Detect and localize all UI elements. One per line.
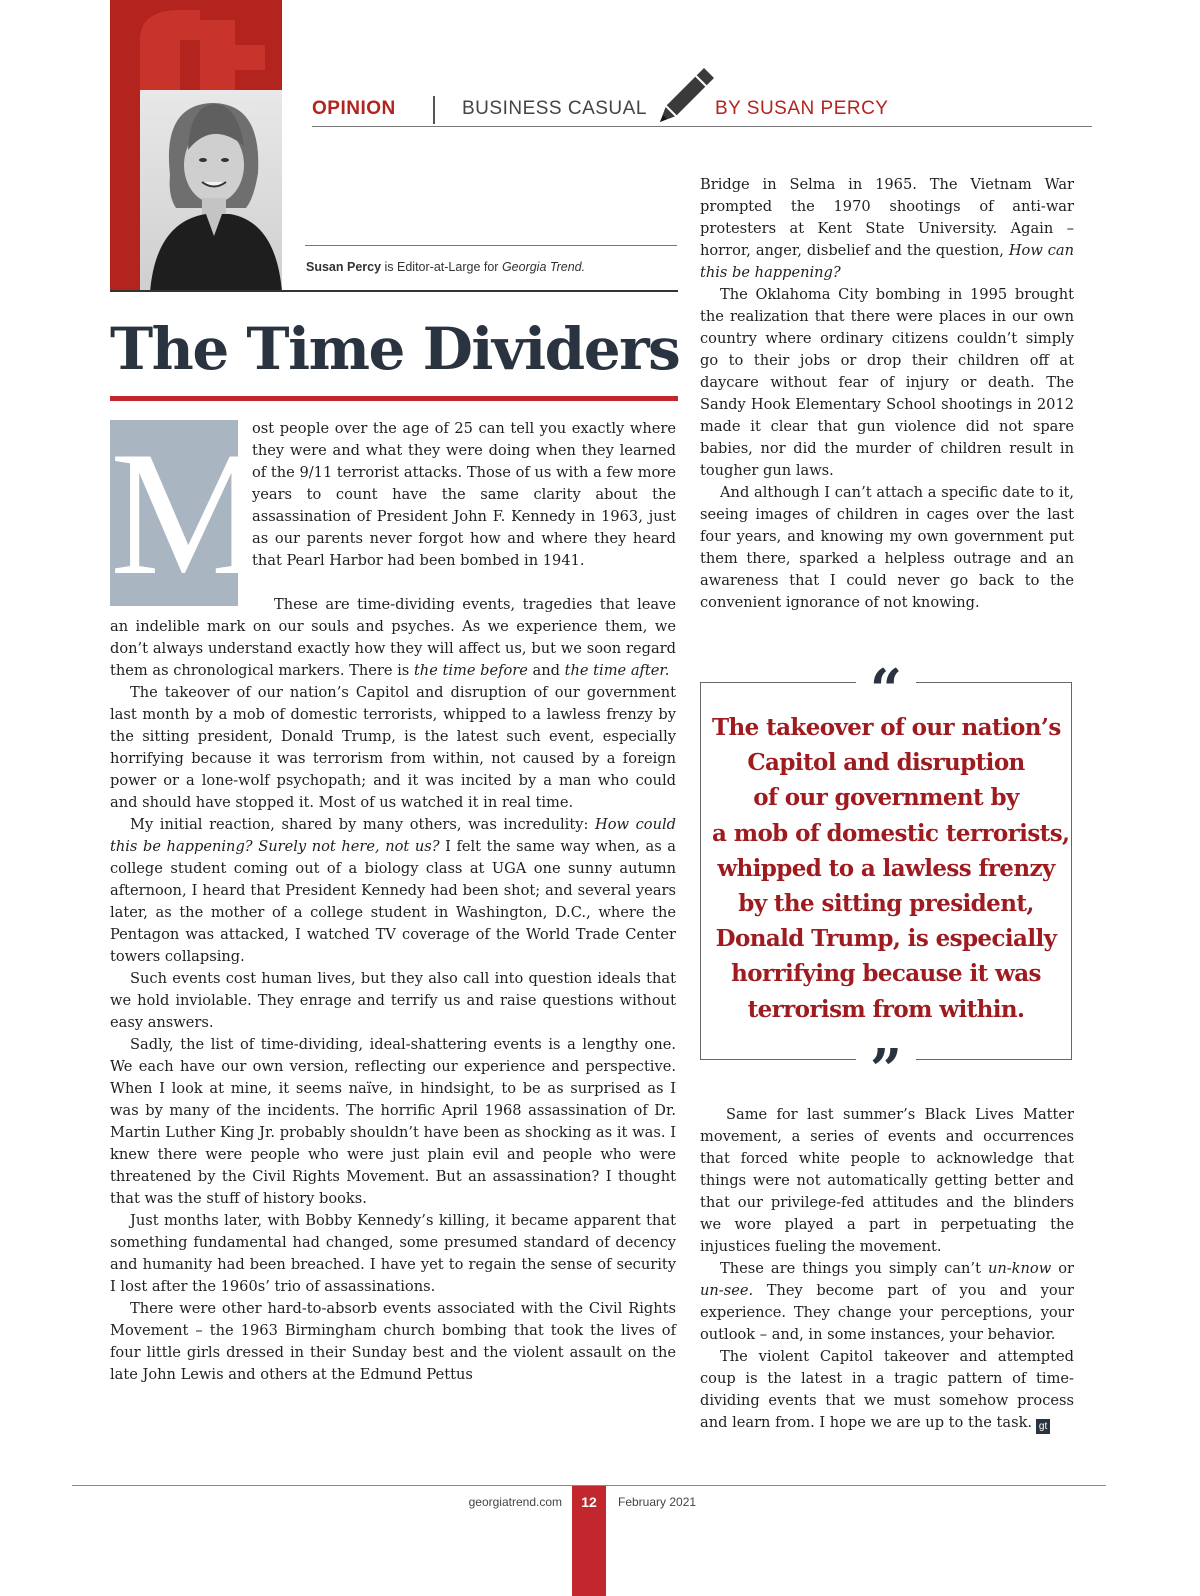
text-run: The violent Capitol takeover and attempted coup is the latest in a tragic pattern of time-dividing events that we must somehow process and learn from. I hope we are up to the task. [700, 1348, 1074, 1431]
end-mark-icon: gt [1036, 1419, 1050, 1434]
article-title: The Time Dividers [110, 315, 680, 383]
title-bottom-rule [110, 396, 678, 401]
open-quote-icon: “ [856, 660, 916, 710]
article-paragraph [110, 814, 676, 968]
italic-text: How can this be happening? [700, 242, 1075, 281]
text-run: These are time-dividing events, tragedies that leave an indelible mark on our souls and psyches. As we experience them, we don’t always understand exactly how they will affect us, but we soon regard them as chronological markers. There is [110, 596, 676, 679]
pen-icon [652, 60, 722, 130]
footer-date: February 2021 [618, 1495, 697, 1509]
article-paragraph [700, 1346, 1074, 1434]
article-paragraph [110, 594, 676, 682]
pull-quote-line: whipped to a lawless frenzy [717, 854, 1055, 882]
article-column-right-top [700, 174, 1074, 614]
author-note [306, 260, 585, 274]
article-paragraph [700, 174, 1074, 284]
text-run: My initial reaction, shared by many others, was incredulity: [130, 816, 595, 833]
article-column-left [110, 594, 676, 1386]
author-note-rule [305, 245, 677, 246]
author-note-text: is Editor-at-Large for [381, 260, 502, 274]
italic-text: the time after. [564, 662, 670, 679]
author-photo-block [110, 0, 282, 292]
title-top-rule [110, 290, 678, 292]
header-divider [433, 96, 435, 124]
footer-url: georgiatrend.com [468, 1495, 562, 1509]
article-paragraph: There were other hard-to-absorb events associated with the Civil Rights Movement – the 1963 Birmingham church bombing that took the lives of four little girls dressed in their Sunday best and the violent assault on the late John Lewis and others at the Edmund Pettus [110, 1300, 676, 1383]
italic-text: How could this be happening? Surely not here, not us? [110, 816, 676, 855]
publication-name: Georgia Trend. [501, 260, 586, 274]
text-run: or [1051, 1260, 1074, 1277]
article-paragraph: And although I can’t attach a specific date to it, seeing images of children in cages over the last four years, and knowing my own government put them there, sparked a helpless outrage and an awareness that I could never go back to the convenient ignorance of not knowing. [700, 484, 1074, 611]
pull-quote-line: a mob of domestic terrorists, [712, 819, 1070, 847]
pull-quote-line: Donald Trump, is especially [715, 925, 1057, 953]
article-paragraph: Just months later, with Bobby Kennedy’s killing, it became apparent that something fundamental had changed, some presumed standard of decency and humanity had been breached. I have yet to regain the sense of security I lost after the 1960s’ trio of assassinations. [110, 1212, 676, 1295]
article-paragraph: Such events cost human lives, but they also call into question ideals that we hold inviolable. They enrage and terrify us and raise questions without easy answers. [110, 970, 676, 1031]
author-portrait [110, 0, 282, 292]
text-run: and [527, 662, 565, 679]
italic-text: un-see. [700, 1282, 754, 1299]
article-paragraph: Same for last summer’s Black Lives Matter movement, a series of events and occurrences that forced white people to acknowledge that things were not automatically getting better and that our privilege-fed attitudes and the blinders we wore played a part in perpetuating the injustices fueling the movement. [700, 1106, 1074, 1255]
text-run: They become part of you and your experience. They change your perceptions, your outlook – and, in some instances, your behavior. [700, 1282, 1074, 1343]
drop-cap-box [110, 414, 269, 612]
pull-quote-line: by the sitting president, [738, 890, 1034, 918]
close-quote-icon: ” [856, 1036, 916, 1086]
pull-quote-line: Capitol and disruption [747, 749, 1025, 777]
byline: BY SUSAN PERCY [715, 98, 889, 119]
article-paragraph [700, 1258, 1074, 1346]
section-header [312, 96, 1094, 126]
page-number: 12 [581, 1494, 597, 1510]
drop-cap: M [110, 414, 269, 612]
pull-quote-line: of our government by [753, 784, 1019, 812]
article-paragraph: The takeover of our nation’s Capitol and disruption of our government last month by a mob of domestic terrorists, whipped to a lawless frenzy by the sitting president, Donald Trump, is the latest such event, especially horrifying because it was terrorism from within, not caused by a foreign power or a lone-wolf psychopath; and it was incited by a man who could and should have stopped it. Most of us watched it in real time. [110, 684, 676, 811]
italic-text: the time before [413, 662, 528, 679]
text-run: These are things you simply can’t [720, 1260, 988, 1277]
pull-quote-line: terrorism from within. [747, 995, 1025, 1023]
header-rule [312, 126, 1092, 127]
author-name: Susan Percy [306, 260, 382, 274]
text-run: I felt the same way when, as a college student coming out of a biology class at UGA one sunny autumn afternoon, I heard that President Kennedy had been shot; and several years later, as the mother of a college student in Washington, D.C., where the Pentagon was attacked, I watched TV coverage of the World Trade Center towers collapsing. [110, 838, 676, 965]
page-number-tab [572, 1486, 606, 1596]
italic-text: un-know [987, 1260, 1052, 1277]
section-label: OPINION [312, 98, 396, 119]
pull-quote-line: The takeover of our nation’s [712, 714, 1061, 741]
article-paragraph-opening: ost people over the age of 25 can tell you exactly where they were and what they were doing when they learned of the 9/11 terrorist attacks. Those of us with a few more years to count have the same clarity about the assassination of President John F. Kennedy in 1963, just as our parents never forgot how and where they heard that Pearl Harbor had been bombed in 1941. [252, 420, 676, 569]
column-name: BUSINESS CASUAL [462, 98, 647, 119]
article-paragraph: The Oklahoma City bombing in 1995 brought the realization that there were places in our own country where ordinary citizens couldn’t simply go to their jobs or drop their children off at daycare without fear of injury or death. The Sandy Hook Elementary School shootings in 2012 made it clear that gun violence did not spare babies, nor did the murder of children result in tougher gun laws. [700, 286, 1074, 479]
article-column-right-bottom [700, 1104, 1074, 1434]
article-column-left-top [252, 418, 676, 572]
pull-quote-line: horrifying because it was [731, 960, 1041, 988]
article-paragraph: Sadly, the list of time-dividing, ideal-shattering events is a lengthy one. We each have our own version, reflecting our experience and perspective. When I look at mine, it seems naïve, in hindsight, to be as surprised as I was by many of the incidents. The horrific April 1968 assassination of Dr. Martin Luther King Jr. probably shouldn’t have been as shocking as it was. I knew there were people who were just plain evil and people who were threatened by the Civil Rights Movement. But an assassination? I thought that was the stuff of history books. [110, 1036, 676, 1207]
pull-quote [712, 710, 1070, 1027]
text-run: Bridge in Selma in 1965. The Vietnam War prompted the 1970 shootings of anti-war protesters at Kent State University. Again – horror, anger, disbelief and the question, [700, 176, 1074, 259]
